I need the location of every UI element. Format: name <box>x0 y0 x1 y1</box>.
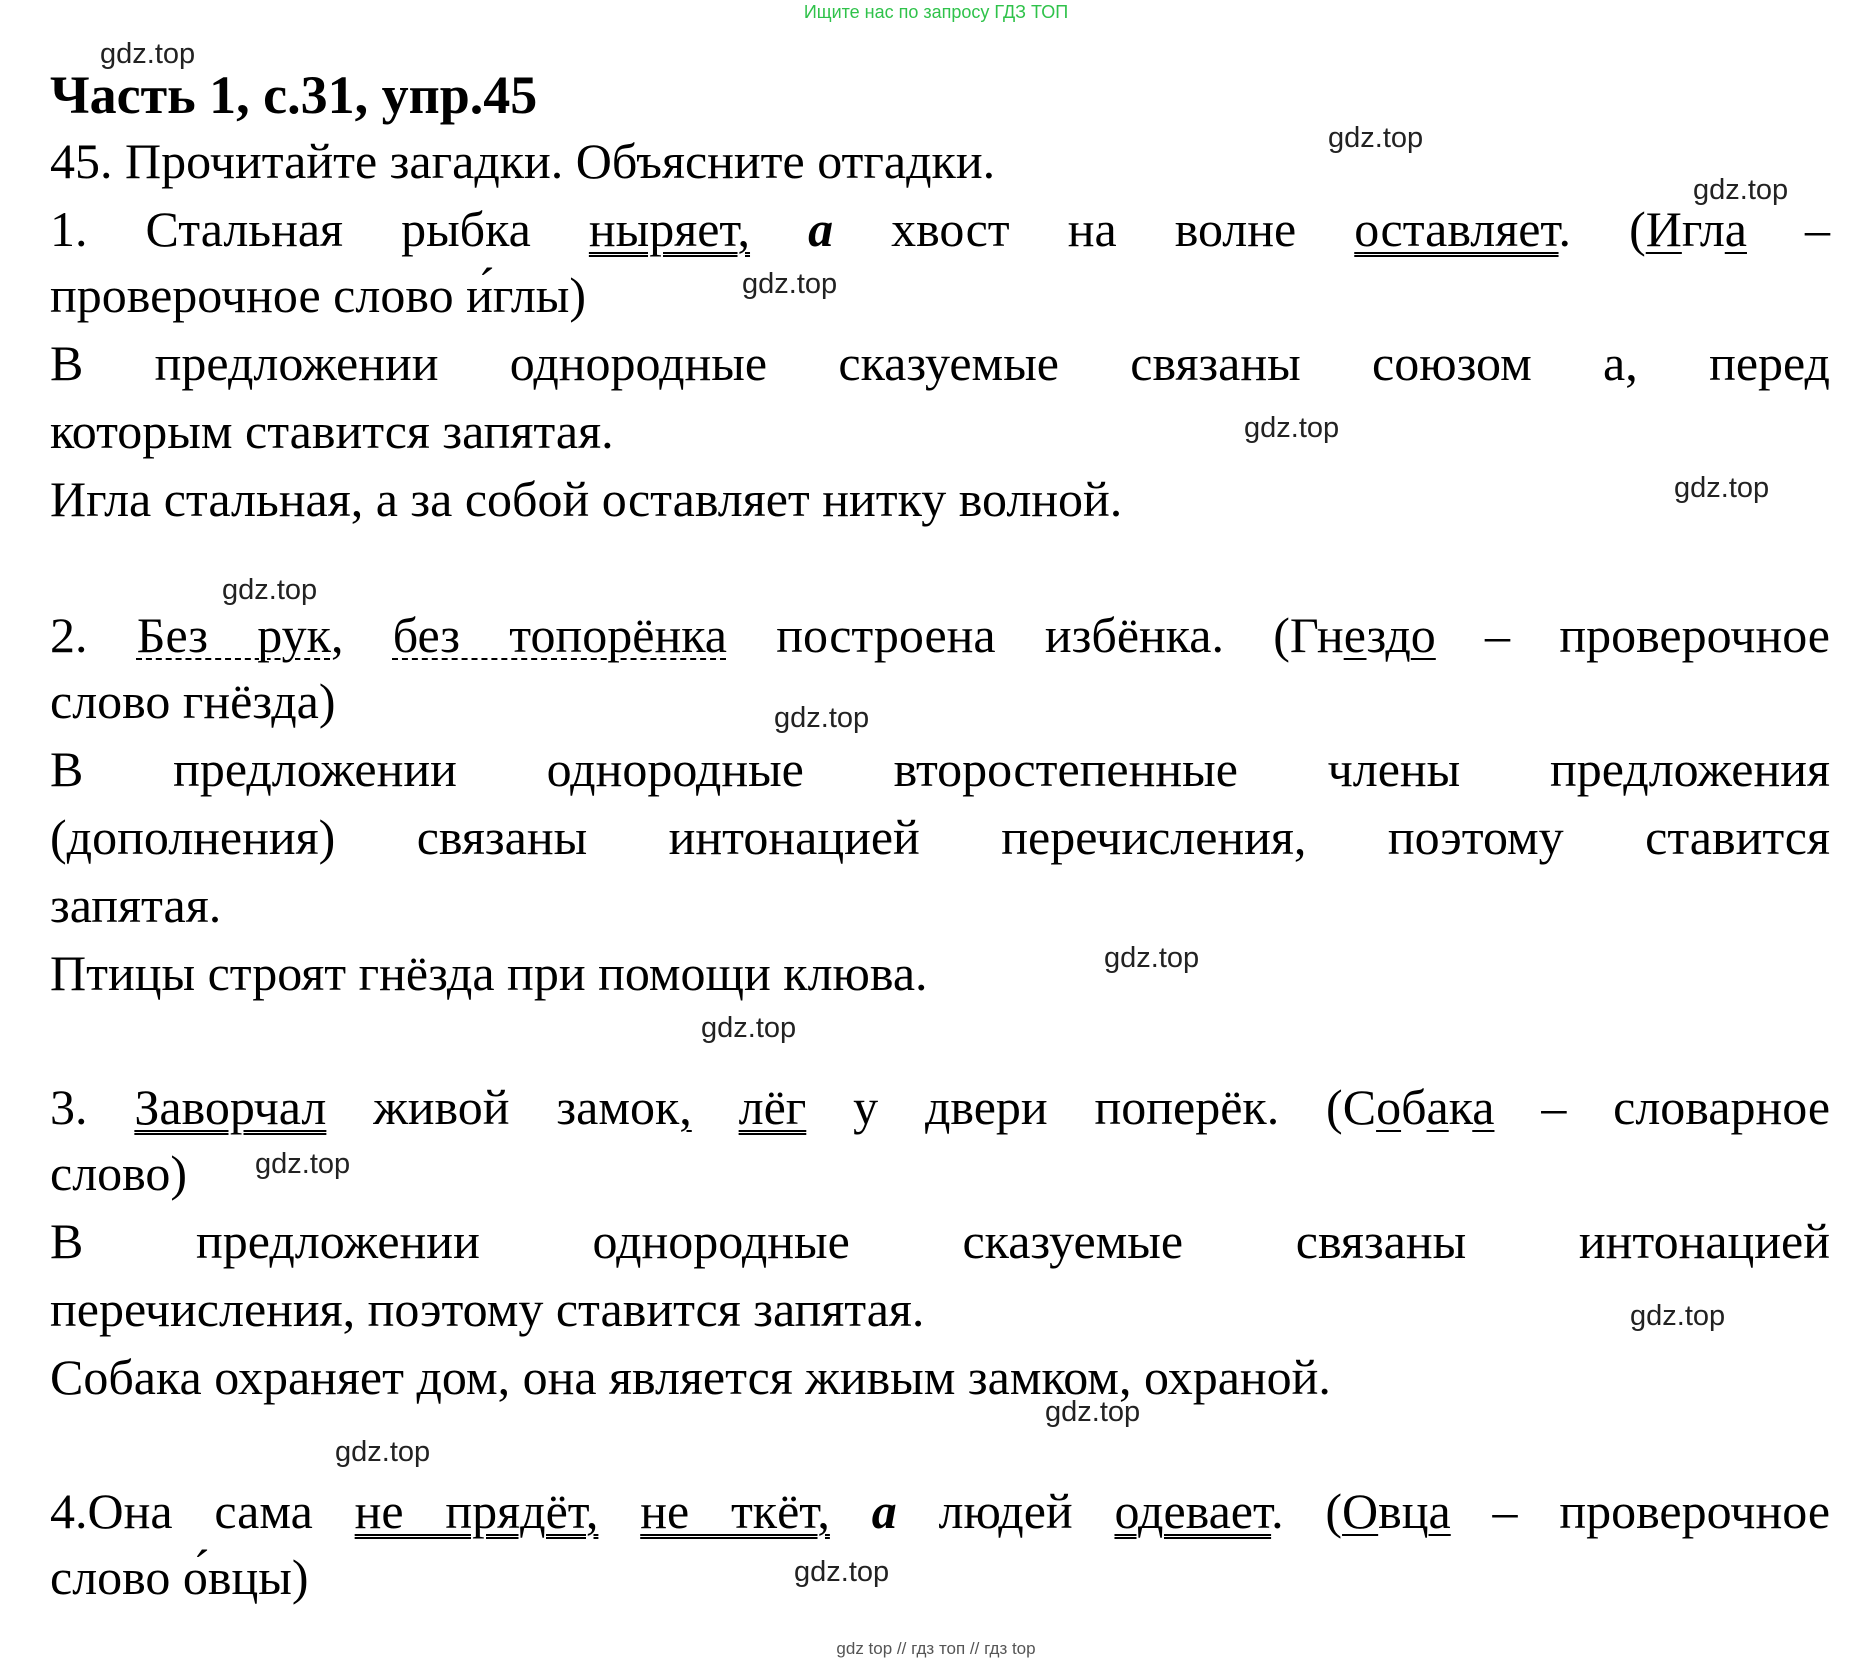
watermark: gdz.top <box>1244 412 1340 444</box>
vowel-underlined: а <box>1426 1079 1449 1135</box>
watermark: gdz.top <box>774 702 870 734</box>
watermark: gdz.top <box>1630 1300 1726 1332</box>
riddle-3-line-2: слово) <box>50 1145 188 1201</box>
watermark: gdz.top <box>1328 122 1424 154</box>
text <box>598 1483 640 1539</box>
predicate-underlined: оставляет <box>1354 201 1559 257</box>
text: людей <box>896 1483 1115 1539</box>
text: к <box>1448 1079 1473 1135</box>
object-underlined: без топорёнка <box>392 607 727 663</box>
text: вц <box>1378 1483 1429 1539</box>
vowel-underlined: а <box>1724 201 1747 257</box>
riddle-3-answer: Собака охраняет дом, она является живым замком, охраной. <box>50 1349 1331 1405</box>
vowel-underlined: е <box>1343 607 1367 663</box>
text: – словарное <box>1494 1079 1831 1135</box>
text: 2. <box>50 607 137 663</box>
predicate-underlined: не прядёт, <box>354 1483 599 1539</box>
text: у двери поперёк. (С <box>806 1079 1377 1135</box>
text: . ( <box>1558 201 1646 257</box>
top-banner: Ищите нас по запросу ГДЗ ТОП <box>803 2 1069 22</box>
text: 1. Стальная рыбка <box>50 201 589 257</box>
predicate-underlined: одевает <box>1114 1483 1272 1539</box>
riddle-2-line-2: слово гнёзда) <box>50 673 336 729</box>
text: , <box>330 607 393 663</box>
vowel-underlined: о <box>1410 607 1436 663</box>
riddle-2-answer: Птицы строят гнёзда при помощи клюва. <box>50 945 928 1001</box>
text: . ( <box>1271 1483 1343 1539</box>
conjunction: а <box>808 201 834 257</box>
text: живой замок <box>326 1079 680 1135</box>
text: зд <box>1366 607 1411 663</box>
task-heading: 45. Прочитайте загадки. Объясните отгадки. <box>50 133 996 189</box>
watermark: gdz.top <box>1104 942 1200 974</box>
vowel-underlined: И <box>1645 201 1682 257</box>
predicate-underlined: лёг <box>738 1079 807 1135</box>
text: хвост на волне <box>833 201 1355 257</box>
comma-underlined: , <box>679 1079 692 1135</box>
riddle-3-explanation-line-2: перечисления, поэтому ставится запятая. <box>50 1281 925 1337</box>
riddle-4-line-1 <box>50 1480 1830 1542</box>
riddle-4-line-2: слово о́вцы) <box>50 1549 309 1605</box>
text: гл <box>1681 201 1725 257</box>
text <box>830 1483 872 1539</box>
vowel-underlined: О <box>1342 1483 1379 1539</box>
vowel-underlined: а <box>1472 1079 1495 1135</box>
watermark: gdz.top <box>100 38 196 70</box>
text: – <box>1746 201 1831 257</box>
conjunction: а <box>871 1483 897 1539</box>
riddle-2-explanation-line-3: запятая. <box>50 877 222 933</box>
riddle-1-answer: Игла стальная, а за собой оставляет нитку волной. <box>50 471 1123 527</box>
watermark: gdz.top <box>1674 472 1770 504</box>
text: – проверочное <box>1435 607 1831 663</box>
vowel-underlined: а <box>1428 1483 1451 1539</box>
vowel-underlined: о <box>1376 1079 1402 1135</box>
page-title: Часть 1, с.31, упр.45 <box>50 65 538 125</box>
riddle-1-line-2: проверочное слово и́глы) <box>50 267 587 323</box>
riddle-3-explanation-line-1: В предложении однородные сказуемые связаны интонацией <box>50 1213 1830 1269</box>
object-underlined: Без рук <box>136 607 331 663</box>
riddle-2-line-1 <box>50 604 1830 666</box>
text: 4.Она сама <box>50 1483 355 1539</box>
text: б <box>1401 1079 1427 1135</box>
text: – проверочное <box>1450 1483 1831 1539</box>
text: построена избёнка. (Гн <box>726 607 1344 663</box>
riddle-2-explanation-line-2: (дополнения) связаны интонацией перечисления, поэтому ставится <box>50 809 1830 865</box>
riddle-1-explanation-line-1: В предложении однородные сказуемые связаны союзом а, перед <box>50 335 1830 391</box>
riddle-1-line-1 <box>50 198 1830 260</box>
watermark: gdz.top <box>1045 1396 1141 1428</box>
watermark: gdz.top <box>1693 174 1789 206</box>
predicate-underlined: не ткёт, <box>640 1483 830 1539</box>
footer: gdz top // гдз топ // гдз top <box>836 1639 1036 1658</box>
watermark: gdz.top <box>794 1556 890 1588</box>
riddle-2-explanation-line-1: В предложении однородные второстепенные члены предложения <box>50 741 1830 797</box>
predicate-underlined: ныряет, <box>588 201 751 257</box>
riddle-1-explanation-line-2: которым ставится запятая. <box>50 403 614 459</box>
text: 3. <box>50 1079 135 1135</box>
riddle-3-line-1 <box>50 1076 1830 1138</box>
watermark: gdz.top <box>335 1436 431 1468</box>
watermark: gdz.top <box>701 1012 797 1044</box>
watermark: gdz.top <box>255 1148 351 1180</box>
predicate-underlined: Заворчал <box>134 1079 327 1135</box>
text <box>692 1079 739 1135</box>
watermark: gdz.top <box>742 268 838 300</box>
text <box>750 201 808 257</box>
watermark: gdz.top <box>222 574 318 606</box>
